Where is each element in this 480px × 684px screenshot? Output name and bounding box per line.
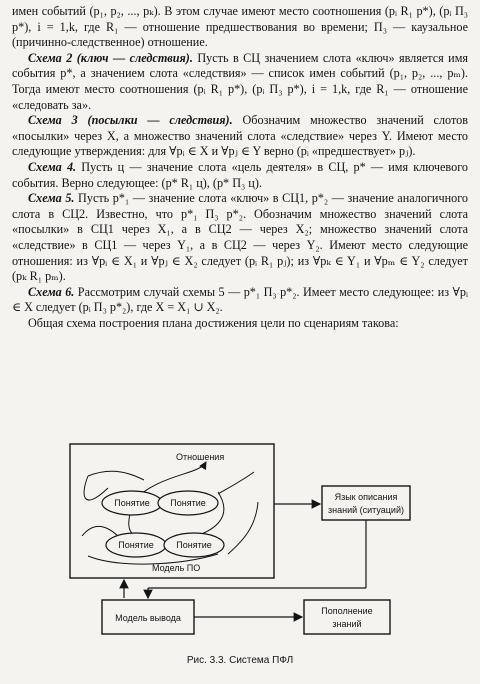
- inference-model-label: Модель вывода: [115, 613, 181, 623]
- concept-label-2: Понятие: [170, 498, 206, 508]
- body-text: [12, 4, 468, 331]
- system-diagram: [58, 436, 446, 650]
- figure-caption: Рис. 3.3. Система ПФЛ: [186, 655, 294, 666]
- paragraph-text: Общая схема построения плана достижения цели по сценариям такова:: [28, 315, 399, 330]
- paragraph-schema-6: [12, 285, 468, 316]
- schema-3-title: Схема 3 (посылки — следствия).: [28, 113, 233, 128]
- knowledge-replenishment-label-2: знаний: [332, 619, 362, 629]
- paragraph-1: [12, 4, 468, 51]
- paragraph-schema-3: [12, 113, 468, 160]
- concept-label-1: Понятие: [114, 498, 150, 508]
- schema-2-title: Схема 2 (ключ — следствия).: [28, 50, 193, 65]
- paragraph-schema-4: [12, 160, 468, 191]
- relations-label: Отношения: [176, 452, 225, 462]
- paragraph-text: Обозначим множество значений слотов «посылки» через X, а множество значений слота «следствие» через Y. Имеют место следующие утверждения: для ∀pᵢ ∈ X и ∀pⱼ ∈ Y верно (pᵢ «предшествует» pⱼ).: [12, 113, 468, 159]
- concept-label-4: Понятие: [176, 540, 212, 550]
- model-po-label: Модель ПО: [152, 563, 201, 573]
- paragraph-text: Пусть в СЦ значением слота «ключ» является имя события p*, а значением слота «следствия» — список имен событий (p₁, p₂, ..., pₘ). Тогда имеют место соотношения (pᵢ R₁ p*), (pᵢ П₃ p*), i = 1,k, где R₁ — отношение «следовать за».: [12, 50, 469, 112]
- paragraph-schema-5: [12, 191, 468, 285]
- schema-4-title: Схема 4.: [28, 159, 77, 174]
- paragraph-text: Рассмотрим случай схемы 5 — p*₁ П₃ p*₂. Имеет место следующее: из ∀pᵢ ∈ X следует (pᵢ П₃ p*₂), где X = X₁ ∪ X₂.: [12, 284, 468, 315]
- paragraph-text: Пусть p*₁ — значение слота «ключ» в СЦ1, p*₂ — значение аналогичного слота в СЦ2. Известно, что p*₁ П₃ p*₂. Обозначим множество значений слота «посылки» в СЦ1 через X₁, а в СЦ2 — через X₂; множество значений слота «следствие» в СЦ1 — через Y₁, а в СЦ2 — через Y₂. Имеют место следующие отношения: из ∀pᵢ ∈ X₁ и ∀pⱼ ∈ X₂ следует (pᵢ R₁ pⱼ); из ∀pₖ ∈ Y₁ и ∀pₘ ∈ Y₂ следует (pₖ R₁ pₘ).: [12, 191, 468, 284]
- paragraph-text: Пусть ц — значение слота «цель деятеля» в СЦ, p* — имя ключевого события. Верно следующее: (p* R₁ ц), (p* П₃ ц).: [12, 159, 468, 190]
- schema-5-title: Схема 5.: [28, 191, 75, 206]
- schema-6-title: Схема 6.: [28, 284, 75, 299]
- paragraph-text: имен событий (p₁, p₂, ..., pₖ). В этом случае имеют место соотношения (pᵢ R₁ p*), (pᵢ П₃ p*), i = 1,k, где R₁ — отношение предшествования во времени; П₃ — каузальное (причинно-следственное) отношение.: [12, 4, 468, 50]
- concept-label-3: Понятие: [118, 540, 154, 550]
- knowledge-language-label-1: Язык описания: [334, 492, 398, 502]
- knowledge-replenishment-label-1: Пополнение: [321, 606, 373, 616]
- knowledge-language-label-2: знаний (ситуаций): [328, 505, 404, 515]
- paragraph-general-scheme: [12, 316, 468, 332]
- paragraph-schema-2: [12, 51, 468, 113]
